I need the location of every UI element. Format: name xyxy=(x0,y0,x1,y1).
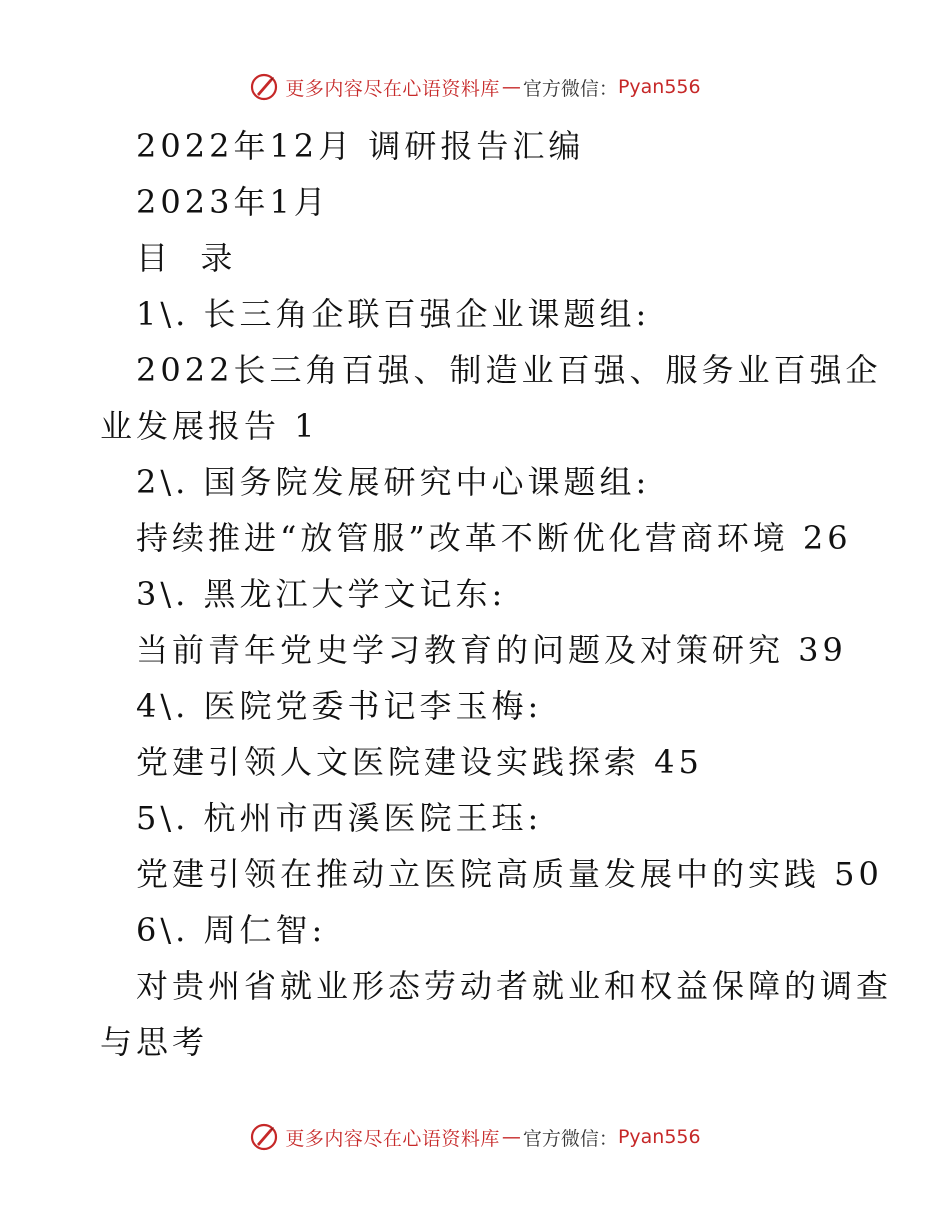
toc-entry-1-title: 2022长三角百强、制造业百强、服务业百强企 xyxy=(136,351,882,389)
toc-entry-3-title: 当前青年党史学习教育的问题及对策研究 39 xyxy=(136,631,847,669)
banner-label: 官方微信： xyxy=(522,1127,618,1150)
toc-entry-4-author: 4\. 医院党委书记李玉梅: xyxy=(136,687,543,725)
toc-entry-2-author: 2\. 国务院发展研究中心课题组: xyxy=(136,463,651,501)
document-date: 2023年1月 xyxy=(136,183,330,221)
toc-entry-1-author: 1\. 长三角企联百强企业课题组: xyxy=(136,295,651,333)
banner-wechat-id: Pyan556 xyxy=(617,76,701,98)
banner-main-text: 更多内容尽在心语资料库 xyxy=(285,77,500,100)
toc-entry-4-title: 党建引领人文医院建设实践探索 45 xyxy=(136,743,703,781)
banner-main-text: 更多内容尽在心语资料库 xyxy=(285,1127,500,1150)
toc-entry-5-title: 党建引领在推动立医院高质量发展中的实践 50 xyxy=(136,855,883,893)
toc-entry-5-author: 5\. 杭州市西溪医院王珏: xyxy=(136,799,543,837)
quill-pen-logo-icon xyxy=(249,1122,279,1152)
banner-separator: — xyxy=(501,76,521,98)
banner-label: 官方微信： xyxy=(522,77,618,100)
header-watermark-banner xyxy=(0,72,950,102)
toc-entry-6-title-cont: 与思考 xyxy=(100,1023,209,1061)
toc-heading: 目 录 xyxy=(136,239,237,277)
footer-watermark-banner xyxy=(0,1122,950,1152)
quill-pen-logo-icon xyxy=(249,72,279,102)
toc-entry-6-title: 对贵州省就业形态劳动者就业和权益保障的调查 xyxy=(136,967,893,1005)
toc-entry-6-author: 6\. 周仁智: xyxy=(136,911,327,949)
banner-separator: — xyxy=(501,1126,521,1148)
banner-wechat-id: Pyan556 xyxy=(617,1126,701,1148)
toc-entry-3-author: 3\. 黑龙江大学文记东: xyxy=(136,575,507,613)
toc-entry-2-title: 持续推进“放管服”改革不断优化营商环境 26 xyxy=(136,519,852,557)
document-title: 2022年12月 调研报告汇编 xyxy=(136,127,585,165)
toc-entry-1-title-cont: 业发展报告 1 xyxy=(100,407,319,445)
document-body xyxy=(0,118,950,1070)
